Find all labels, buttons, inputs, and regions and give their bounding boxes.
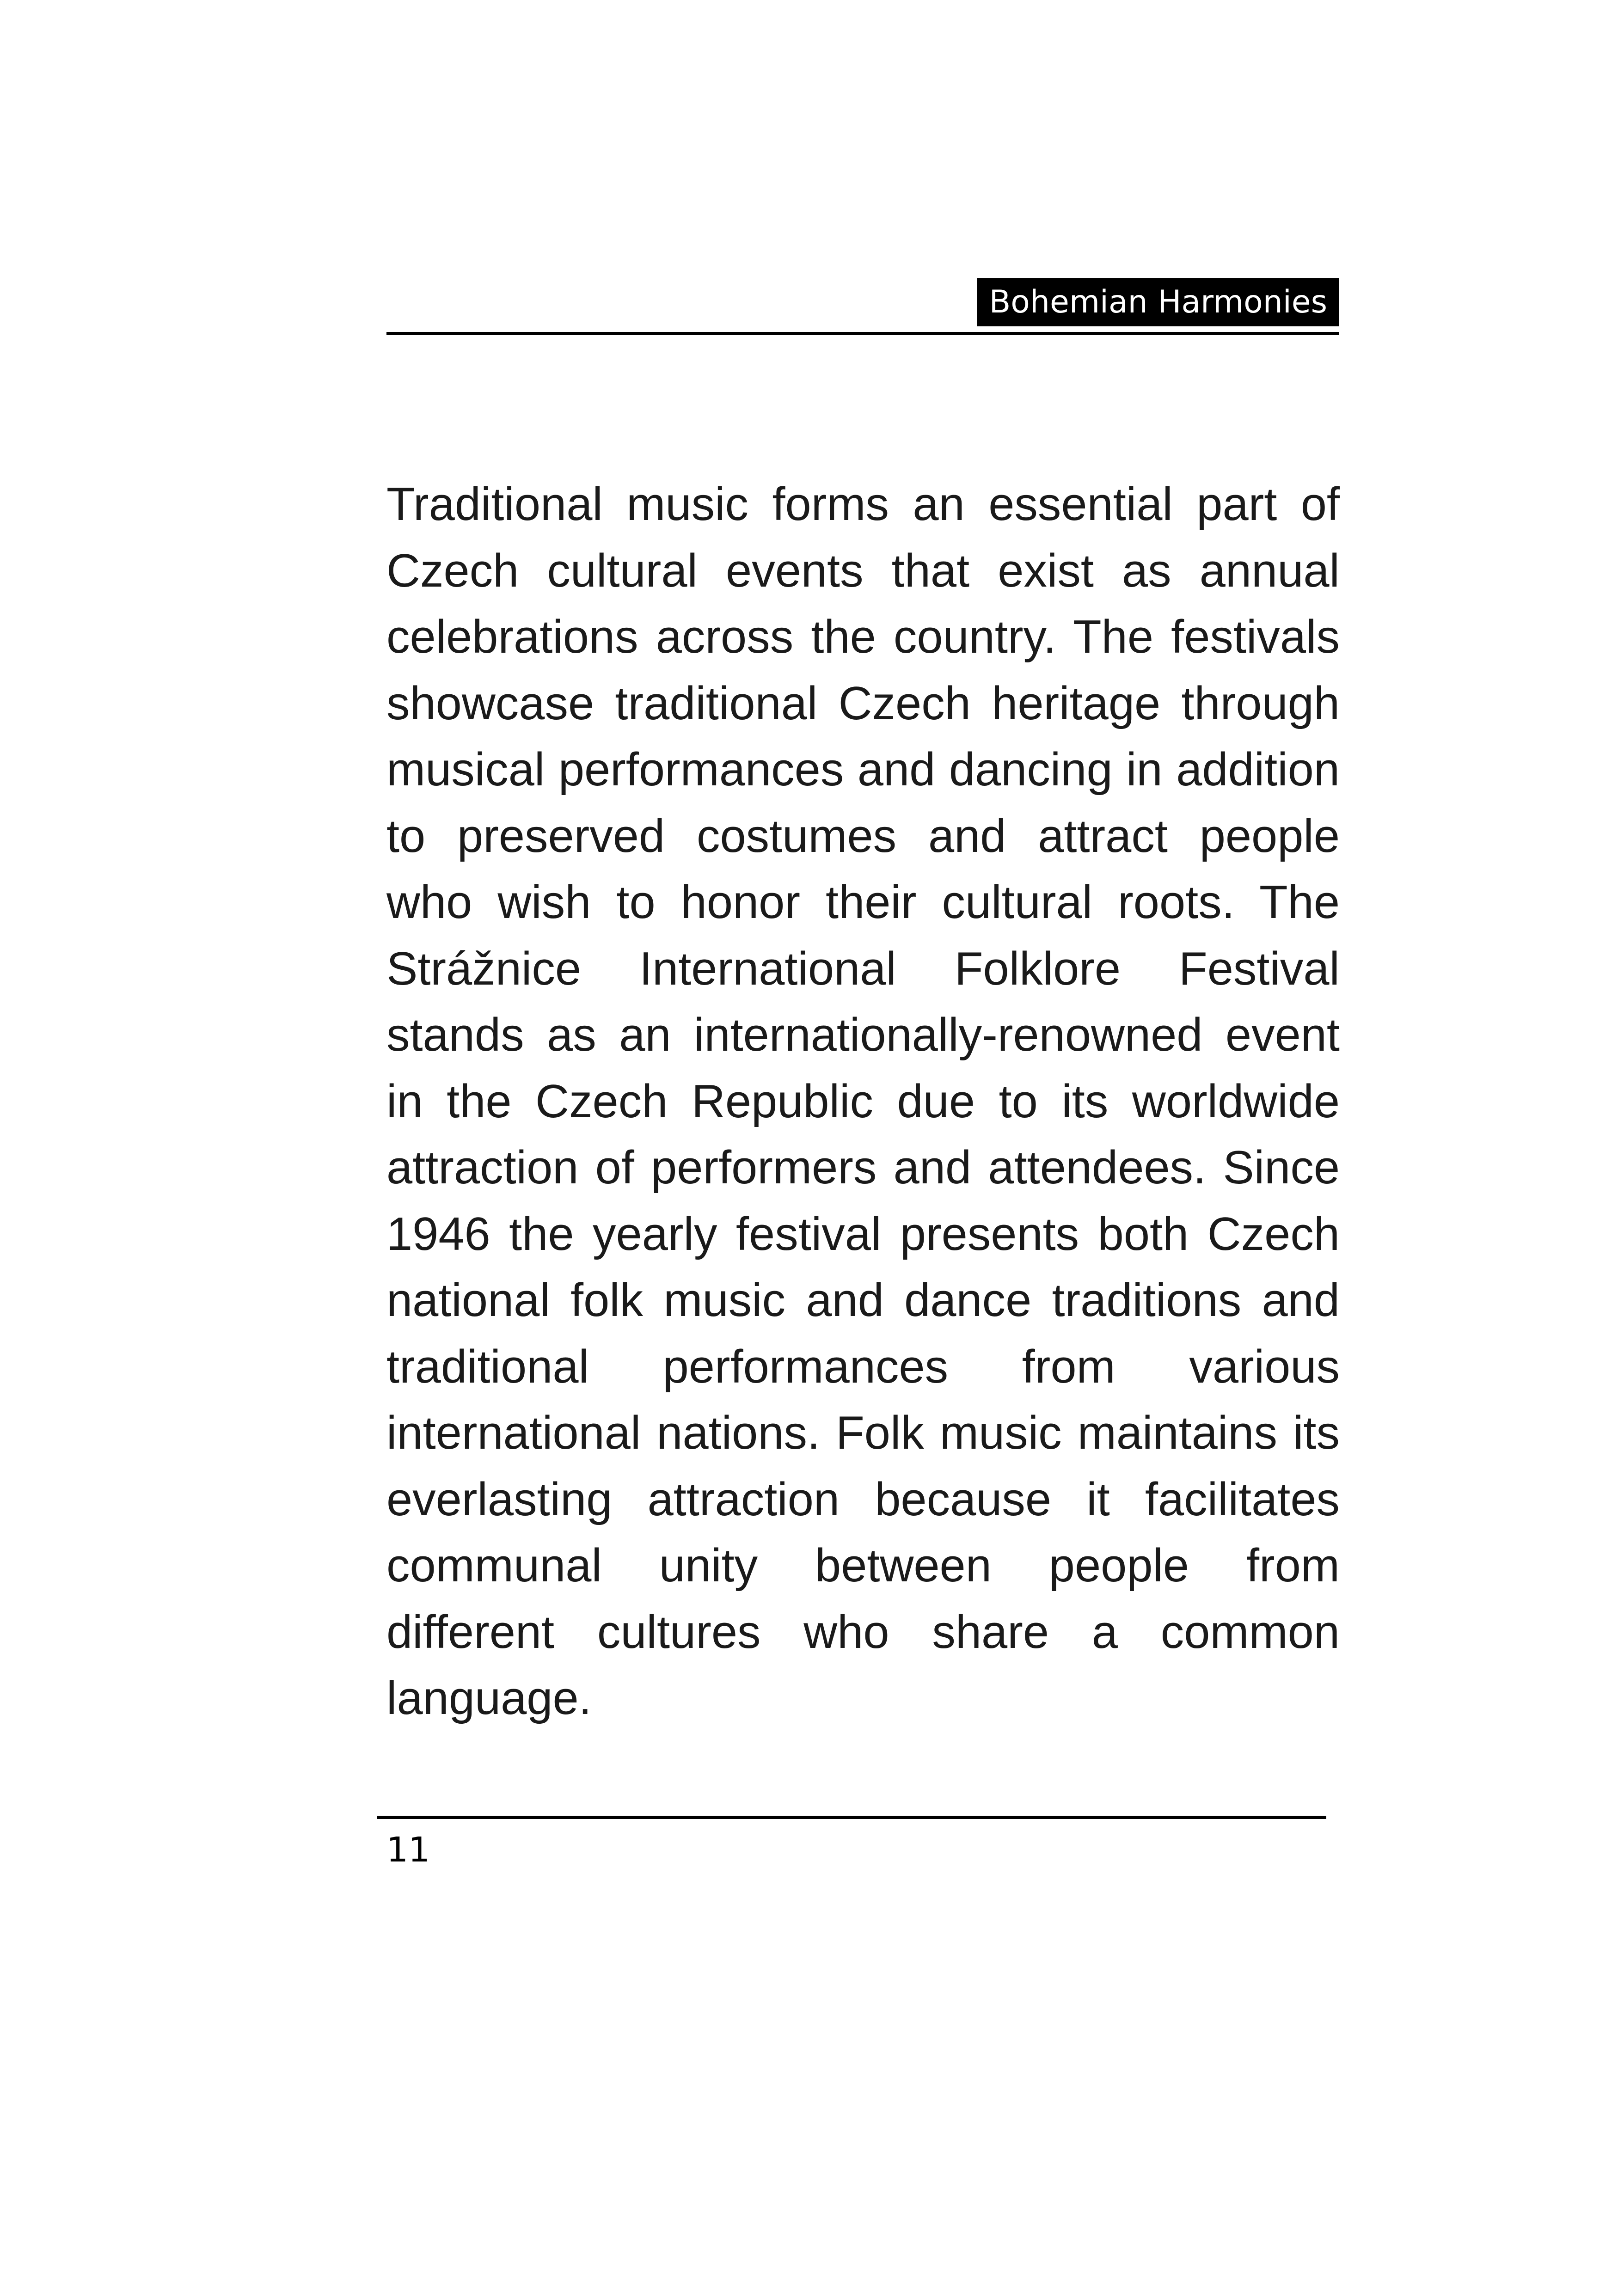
body-paragraph: Traditional music forms an essential part of Czech cultural events that exist as annual celebrations across the country. The festivals showcase traditional Czech heritage through musical performances and dancing in addition to preserved costumes and attract people who wish to honor their cultural roots. The Strážnice International Folklore Festival stands as an internationally-renowned event in the Czech Republic due to its worldwide attraction of performers and attendees. Since 1946 the yearly festival presents both Czech national folk music and dance traditions and traditional performances from various international nations. Folk music maintains its everlasting attraction because it facilitates communal unity between people from different cultures who share a common language. <box>386 478 1340 1724</box>
running-header-title: Bohemian Harmonies <box>977 278 1339 326</box>
page-number: 11 <box>386 1830 430 1870</box>
header-rule <box>386 332 1339 335</box>
footer-rule <box>377 1816 1326 1819</box>
